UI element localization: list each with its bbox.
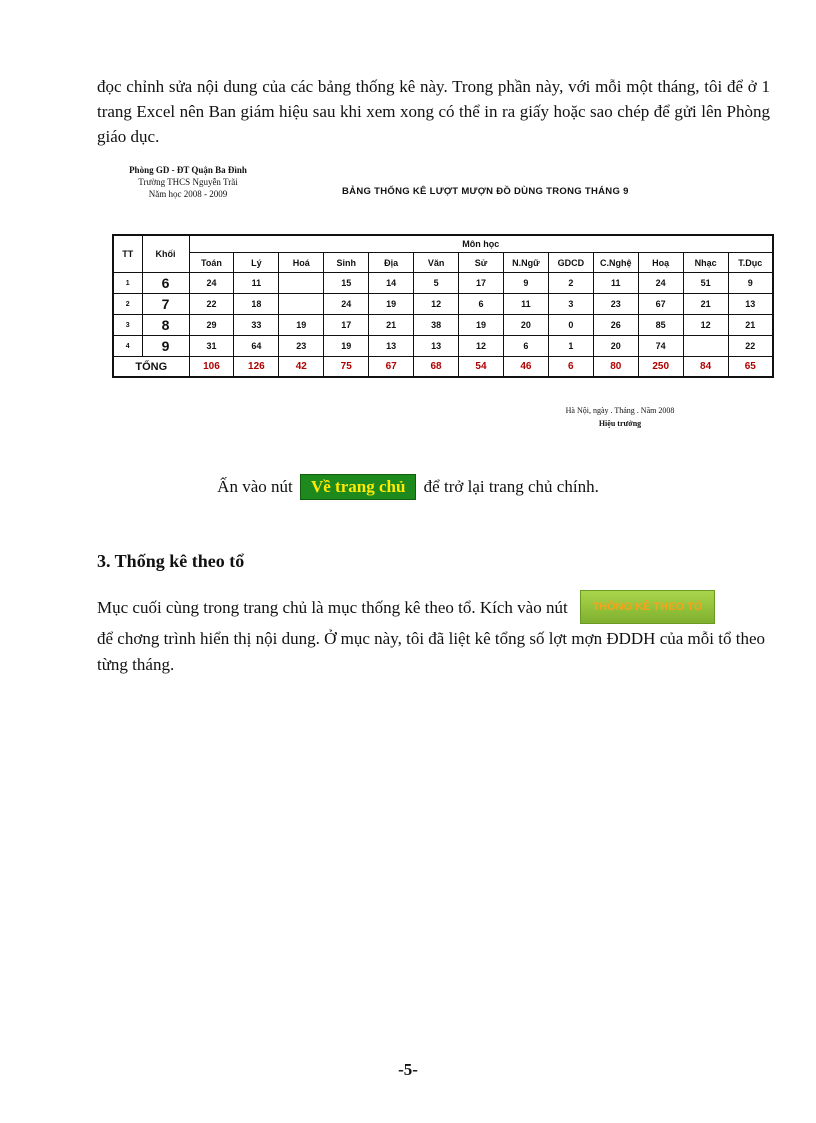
table-cell: 74: [638, 336, 683, 357]
table-cell: 9: [728, 273, 773, 294]
subject-header-cell: Hoạ: [638, 253, 683, 273]
signature-title: Hiệu trưởng: [598, 419, 642, 428]
table-cell: [683, 336, 728, 357]
subject-header-cell: T.Dục: [728, 253, 773, 273]
total-cell: 65: [728, 357, 773, 378]
header-subjects: Môn học: [189, 235, 773, 253]
table-cell: 6: [503, 336, 548, 357]
table-cell: 11: [234, 273, 279, 294]
subject-header-cell: Toán: [189, 253, 234, 273]
table-cell: 33: [234, 315, 279, 336]
total-cell: 75: [324, 357, 369, 378]
stat-by-group-button[interactable]: THỐNG KÊ THEO TỔ: [580, 590, 715, 624]
subject-header-cell: Sử: [459, 253, 504, 273]
table-cell: 19: [369, 294, 414, 315]
table-cell: 5: [414, 273, 459, 294]
table-cell: 20: [593, 336, 638, 357]
table-cell: 19: [459, 315, 504, 336]
page-number: -5-: [398, 1060, 418, 1079]
subject-header-cell: Nhạc: [683, 253, 728, 273]
table-cell: 22: [189, 294, 234, 315]
total-cell: 106: [189, 357, 234, 378]
table-cell: 18: [234, 294, 279, 315]
table-cell: 12: [459, 336, 504, 357]
table-cell: 19: [279, 315, 324, 336]
table-cell: 6: [459, 294, 504, 315]
subject-header-cell: GDCD: [548, 253, 593, 273]
total-label: TỔNG: [113, 357, 189, 378]
table-cell: 21: [369, 315, 414, 336]
header-tt: TT: [113, 235, 142, 273]
table-cell: 13: [369, 336, 414, 357]
section-heading: 3. Thống kê theo tổ: [97, 551, 245, 571]
subject-header-cell: N.Ngữ: [503, 253, 548, 273]
subject-header-cell: Sinh: [324, 253, 369, 273]
intro-paragraph: đọc chỉnh sửa nội dung của các bảng thống kê này. Trong phần này, với mỗi một tháng, tôi để ở 1 trang Excel nên Ban giám hiệu sau khi xem xong có thể in ra giấy hoặc sao chép để gửi lên Phòng giáo dục.: [97, 77, 770, 146]
table-cell: [279, 294, 324, 315]
grade-cell: 7: [142, 294, 189, 315]
table-cell: 0: [548, 315, 593, 336]
table-cell: 12: [414, 294, 459, 315]
table-cell: 23: [279, 336, 324, 357]
table-cell: 13: [414, 336, 459, 357]
subject-header-cell: Văn: [414, 253, 459, 273]
total-cell: 80: [593, 357, 638, 378]
table-row: [113, 294, 773, 315]
table-cell: 31: [189, 336, 234, 357]
table-cell: 3: [548, 294, 593, 315]
total-cell: 84: [683, 357, 728, 378]
table-cell: 1: [548, 336, 593, 357]
table-cell: 20: [503, 315, 548, 336]
home-text-before: Ấn vào nút: [217, 477, 293, 496]
school-header-line3: Năm học 2008 - 2009: [148, 189, 228, 199]
statistics-table: [112, 234, 774, 378]
table-cell: 11: [593, 273, 638, 294]
table-cell: 51: [683, 273, 728, 294]
total-cell: 67: [369, 357, 414, 378]
total-cell: 68: [414, 357, 459, 378]
section-paragraph-part1: Mục cuối cùng trong trang chủ là mục thống kê theo tổ. Kích vào nút: [97, 597, 568, 617]
grade-cell: 9: [142, 336, 189, 357]
table-cell: 64: [234, 336, 279, 357]
total-row: [113, 357, 773, 378]
table-cell: 23: [593, 294, 638, 315]
table-cell: 11: [503, 294, 548, 315]
table-row: [113, 315, 773, 336]
school-header-line2: Trường THCS Nguyễn Trãi: [138, 177, 238, 187]
table-cell: 21: [728, 315, 773, 336]
grade-cell: 8: [142, 315, 189, 336]
school-header-line1: Phòng GD - ĐT Quận Ba Đình: [129, 165, 247, 175]
table-cell: [279, 273, 324, 294]
grade-cell: 6: [142, 273, 189, 294]
row-index-cell: 4: [113, 336, 142, 357]
row-index-cell: 1: [113, 273, 142, 294]
subject-header-cell: Địa: [369, 253, 414, 273]
table-cell: 26: [593, 315, 638, 336]
table-cell: 29: [189, 315, 234, 336]
row-index-cell: 3: [113, 315, 142, 336]
table-cell: 24: [638, 273, 683, 294]
total-cell: 42: [279, 357, 324, 378]
school-header: [98, 164, 278, 200]
table-cell: 2: [548, 273, 593, 294]
table-cell: 9: [503, 273, 548, 294]
table-cell: 85: [638, 315, 683, 336]
header-grade: Khối: [142, 235, 189, 273]
total-cell: 46: [503, 357, 548, 378]
table-cell: 17: [324, 315, 369, 336]
table-cell: 19: [324, 336, 369, 357]
table-cell: 17: [459, 273, 504, 294]
signature-date: Hà Nội, ngày . Tháng . Năm 2008: [565, 406, 675, 415]
report-title: BẢNG THỐNG KÊ LƯỢT MƯỢN ĐỒ DÙNG TRONG THÁNG 9: [342, 186, 629, 197]
table-cell: 22: [728, 336, 773, 357]
row-index-cell: 2: [113, 294, 142, 315]
table-cell: 15: [324, 273, 369, 294]
section-paragraph-part2: để chơng trình hiển thị nội dung. Ở mục này, tôi đã liệt kê tổng số lợt mợn ĐDDH của mỗi tổ theo từng tháng.: [97, 629, 765, 674]
table-cell: 14: [369, 273, 414, 294]
total-cell: 250: [638, 357, 683, 378]
table-row: [113, 336, 773, 357]
section-paragraph: [97, 592, 770, 678]
total-cell: 126: [234, 357, 279, 378]
table-cell: 12: [683, 315, 728, 336]
home-text-after: để trở lại trang chủ chính.: [423, 477, 599, 496]
total-cell: 6: [548, 357, 593, 378]
table-cell: 67: [638, 294, 683, 315]
subject-header-cell: Hoá: [279, 253, 324, 273]
subject-header-row: [113, 253, 773, 273]
subject-header-cell: C.Nghệ: [593, 253, 638, 273]
table-cell: 24: [189, 273, 234, 294]
home-button[interactable]: Về trang chủ: [300, 474, 416, 500]
table-cell: 21: [683, 294, 728, 315]
table-row: [113, 273, 773, 294]
table-cell: 38: [414, 315, 459, 336]
signature-block: [520, 404, 720, 430]
home-instruction: [0, 474, 816, 501]
table-cell: 24: [324, 294, 369, 315]
table-cell: 13: [728, 294, 773, 315]
total-cell: 54: [459, 357, 504, 378]
subject-header-cell: Lý: [234, 253, 279, 273]
